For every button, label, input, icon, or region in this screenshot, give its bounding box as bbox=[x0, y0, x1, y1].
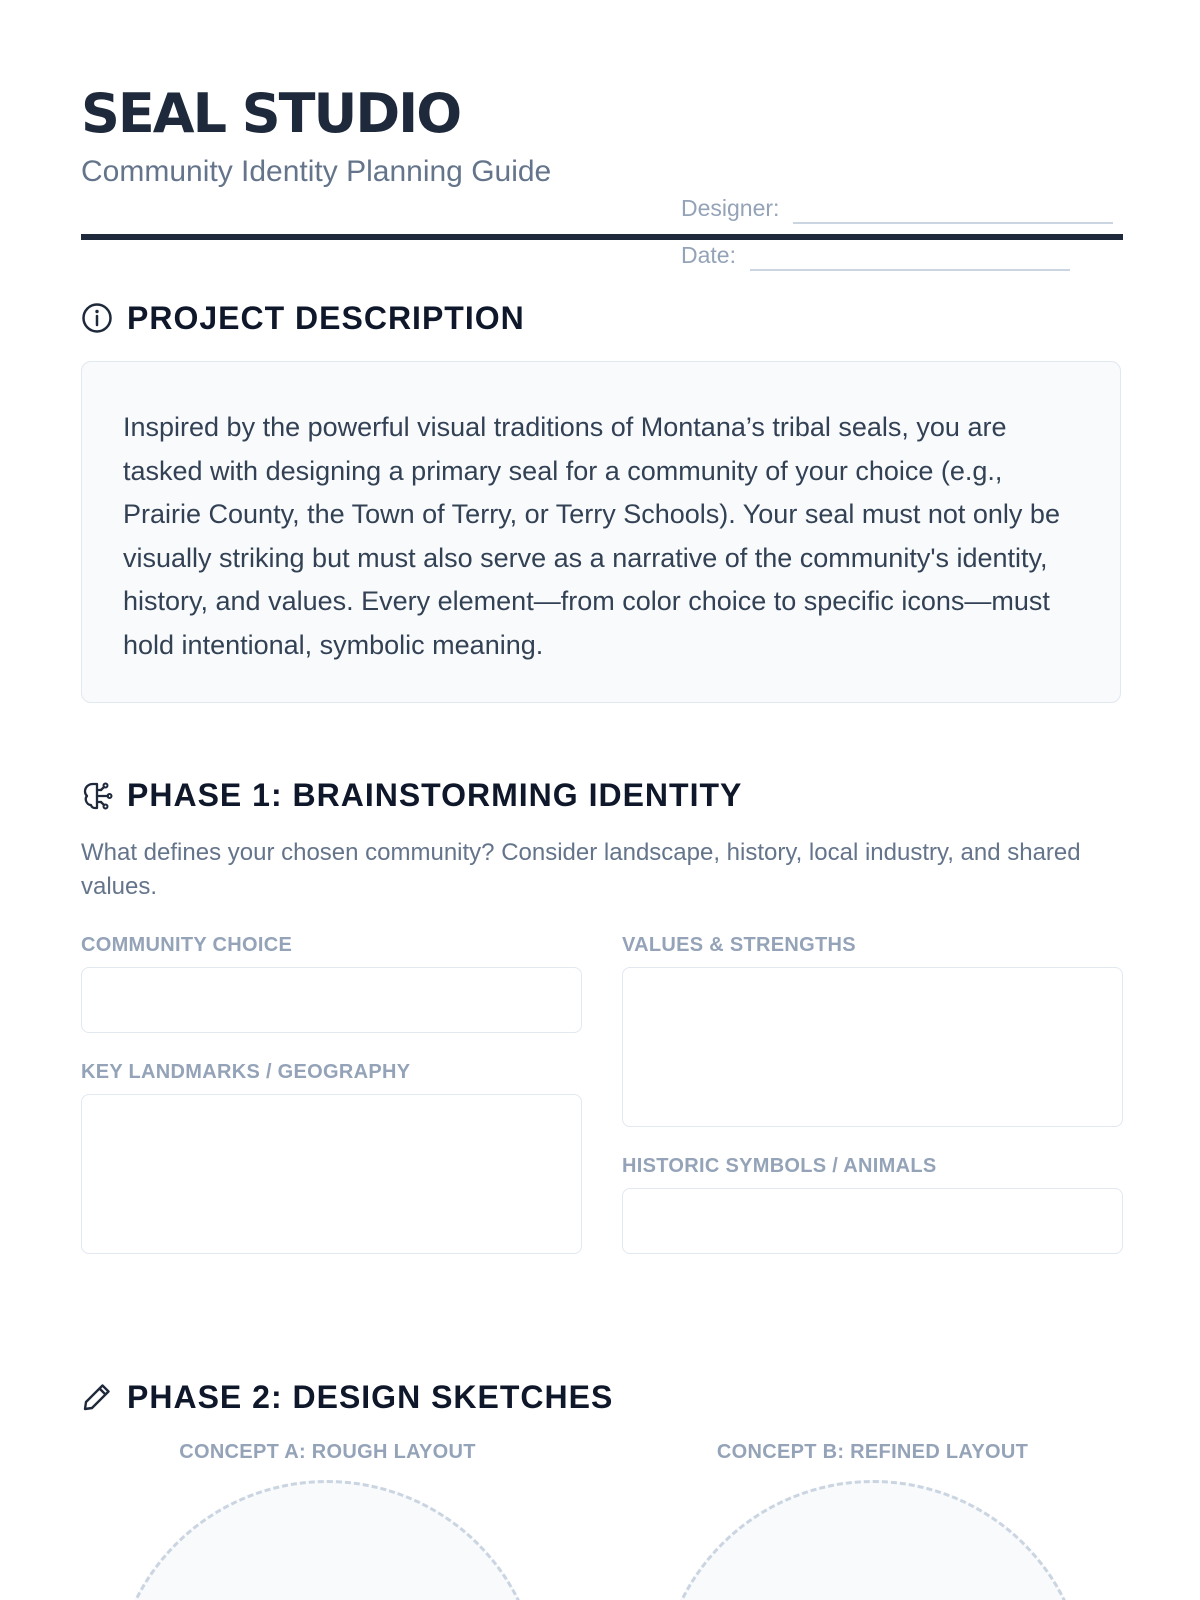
concept-a-sketch-area[interactable] bbox=[112, 1480, 542, 1600]
historic-symbols-label: HISTORIC SYMBOLS / ANIMALS bbox=[622, 1155, 937, 1177]
project-description-title: PROJECT DESCRIPTION bbox=[127, 300, 525, 336]
page-subtitle: Community Identity Planning Guide bbox=[81, 155, 552, 188]
key-landmarks-input[interactable] bbox=[81, 1094, 582, 1254]
phase1-heading bbox=[81, 775, 742, 815]
description-text: Inspired by the powerful visual traditions of Montana’s tribal seals, you are tasked with designing a primary seal for a community of your choice (e.g., Prairie County, the Town of Terry, or Terry Schools). Your seal must not only be visually striking but must also serve as a narrative of the community's identity, history, and values. Every element—from color choice to specific icons—must hold intentional, symbolic meaning. bbox=[123, 412, 1060, 660]
worksheet-header bbox=[81, 80, 1121, 268]
community-choice-label: COMMUNITY CHOICE bbox=[81, 934, 293, 956]
concept-b-label: CONCEPT B: REFINED LAYOUT bbox=[716, 1441, 1029, 1463]
concept-a-label: CONCEPT A: ROUGH LAYOUT bbox=[179, 1441, 476, 1463]
date-field[interactable] bbox=[681, 235, 1070, 271]
pencil-icon bbox=[81, 1381, 113, 1413]
project-description-heading bbox=[81, 298, 525, 338]
designer-field[interactable] bbox=[681, 188, 1113, 224]
phase1-intro: What defines your chosen community? Consider landscape, history, local industry, and shared values. bbox=[81, 839, 1081, 900]
page-title: SEAL STUDIO bbox=[81, 82, 461, 145]
designer-label: Designer: bbox=[681, 195, 780, 221]
values-strengths-label: VALUES & STRENGTHS bbox=[622, 934, 856, 956]
concept-b-sketch-area[interactable] bbox=[658, 1480, 1088, 1600]
designer-line[interactable] bbox=[793, 222, 1113, 224]
header-divider bbox=[81, 234, 1123, 240]
phase2-heading bbox=[81, 1377, 613, 1417]
info-circle-icon bbox=[81, 302, 113, 334]
historic-symbols-input[interactable] bbox=[622, 1188, 1123, 1254]
key-landmarks-label: KEY LANDMARKS / GEOGRAPHY bbox=[81, 1061, 411, 1083]
phase2-title: PHASE 2: DESIGN SKETCHES bbox=[127, 1379, 614, 1415]
description-panel bbox=[81, 361, 1121, 703]
phase1-title: PHASE 1: BRAINSTORMING IDENTITY bbox=[127, 777, 743, 813]
date-line[interactable] bbox=[750, 269, 1070, 271]
date-label: Date: bbox=[681, 242, 736, 268]
community-choice-input[interactable] bbox=[81, 967, 582, 1033]
brain-icon bbox=[81, 779, 113, 811]
values-strengths-input[interactable] bbox=[622, 967, 1123, 1127]
